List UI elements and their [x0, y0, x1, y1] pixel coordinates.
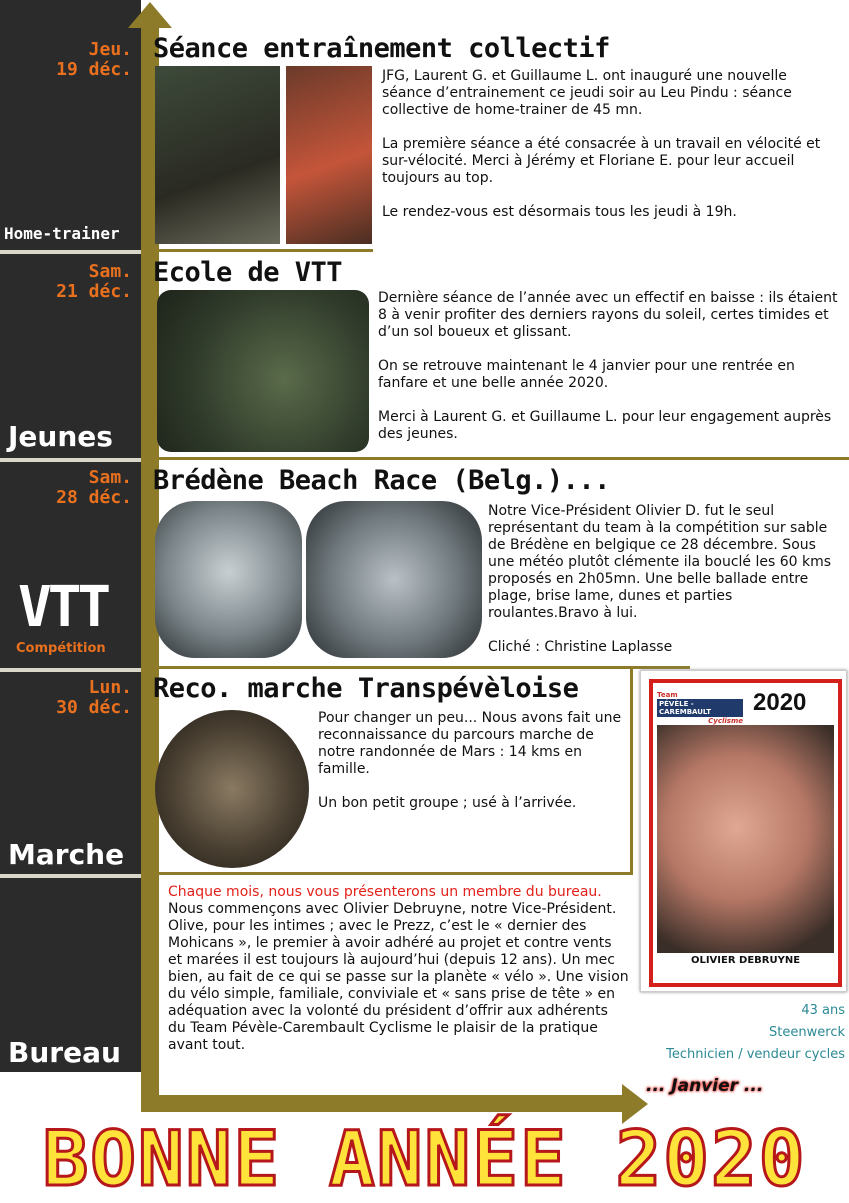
category-label: Bureau	[8, 1036, 121, 1069]
event-title: Séance entraînement collectif	[153, 33, 610, 64]
card-frame	[649, 679, 842, 987]
event-date: Sam. 21 déc.	[56, 261, 132, 302]
next-month-label: ... Janvier ...	[646, 1076, 764, 1096]
event-date: Sam. 28 déc.	[56, 467, 132, 508]
event-title: Ecole de VTT	[153, 257, 343, 288]
category-label: Marche	[8, 838, 125, 871]
event-text: Dernière séance de l’année avec un effectif en baisse : ils étaient 8 à venir profiter des derniers rayons du soleil, certes timides et d’un sol boueux et glissant. On se retrouve maintenant le 4 janvier pour une rentrée en fanfare et une belle année 2020. Merci à Laurent G. et Guillaume L. pour leur engagement auprès des jeunes.	[378, 290, 838, 442]
category-sublabel: Compétition	[16, 641, 106, 656]
event-photo	[157, 290, 369, 452]
bureau-body: Nous commençons avec Olivier Debruyne, notre Vice-Président. Olive, pour les intimes ; avec le Prezz, c’est le « dernier des Mohicans », le premier à avoir adhéré au projet et contre vents et marées il est toujours là aujourd’hui (depuis 12 ans). Un mec bien, au fait de ce qui se passe sur la planète « vélo ». Une vision du vélo simple, familiale, conviviale et « sans prise de tête » en adéquation avec la volonté du président d’offrir aux adhérents du Team Pévèle-Carembault Cyclisme le plaisir de la pratique avant tout.	[168, 901, 629, 1053]
club-logo: Team PÉVÈLE - CAREMBAULT Cyclisme	[657, 691, 743, 725]
timeline-arrow-up-icon	[126, 0, 174, 28]
event-photo	[155, 501, 302, 658]
member-facts: 43 ans Steenwerck Technicien / vendeur cycles	[666, 1003, 845, 1062]
event-title: Brédène Beach Race (Belg.)...	[153, 465, 610, 496]
sidebar	[0, 0, 141, 1072]
event-date: Lun. 30 déc.	[56, 677, 132, 718]
sidebar-separator	[0, 668, 141, 672]
category-label: VTT	[18, 575, 108, 640]
sidebar-separator	[0, 458, 141, 462]
sidebar-separator	[0, 250, 141, 254]
event-text: JFG, Laurent G. et Guillaume L. ont inauguré une nouvelle séance d’entrainement ce jeudi soir au Leu Pindu : séance collective de home-trainer de 45 mn. La première séance a été consacrée à un travail en vélocité et sur-vélocité. Merci à Jérémy et Floriane E. pour leur accueil toujours au top. Le rendez-vous est désormais tous les jeudi à 19h.	[382, 68, 821, 220]
card-name: OLIVIER DEBRUYNE	[690, 955, 801, 966]
member-card	[640, 670, 847, 992]
event-photo	[306, 501, 482, 658]
event-photo	[286, 66, 372, 244]
section-rule	[159, 666, 690, 669]
bureau-text	[168, 884, 630, 1054]
timeline-horizontal	[141, 1095, 631, 1112]
category-label: Jeunes	[8, 420, 113, 453]
sidebar-separator	[0, 874, 141, 878]
event-photo	[155, 66, 280, 244]
event-text: Pour changer un peu... Nous avons fait une reconnaissance du parcours marche de notre randonnée de Mars : 14 kms en famille. Un bon petit groupe ; usé à l’arrivée.	[318, 710, 622, 811]
event-title: Reco. marche Transpévèloise	[153, 673, 579, 704]
member-photo	[657, 725, 834, 953]
event-text: Notre Vice-Président Olivier D. fut le seul représentant du team à la compétition sur sable de Brédène en belgique ce 28 décembre. Sous une météo plutôt clémente ila bouclé les 60 kms proposés en 2h05mn. Une belle ballade entre plage, brise lame, dunes et parties roulantes.Bravo à lui. Cliché : Christine Laplasse	[488, 503, 832, 655]
card-year: 2020	[753, 689, 807, 716]
section-rule	[630, 668, 633, 873]
bureau-intro: Chaque mois, nous vous présenterons un membre du bureau.	[168, 884, 602, 900]
footer-greeting: BONNE ANNÉE 2020	[42, 1114, 807, 1203]
event-photo	[155, 710, 309, 868]
section-rule	[159, 872, 633, 875]
section-rule	[159, 249, 373, 252]
category-label: Home-trainer	[4, 224, 120, 243]
event-date: Jeu. 19 déc.	[56, 39, 132, 80]
